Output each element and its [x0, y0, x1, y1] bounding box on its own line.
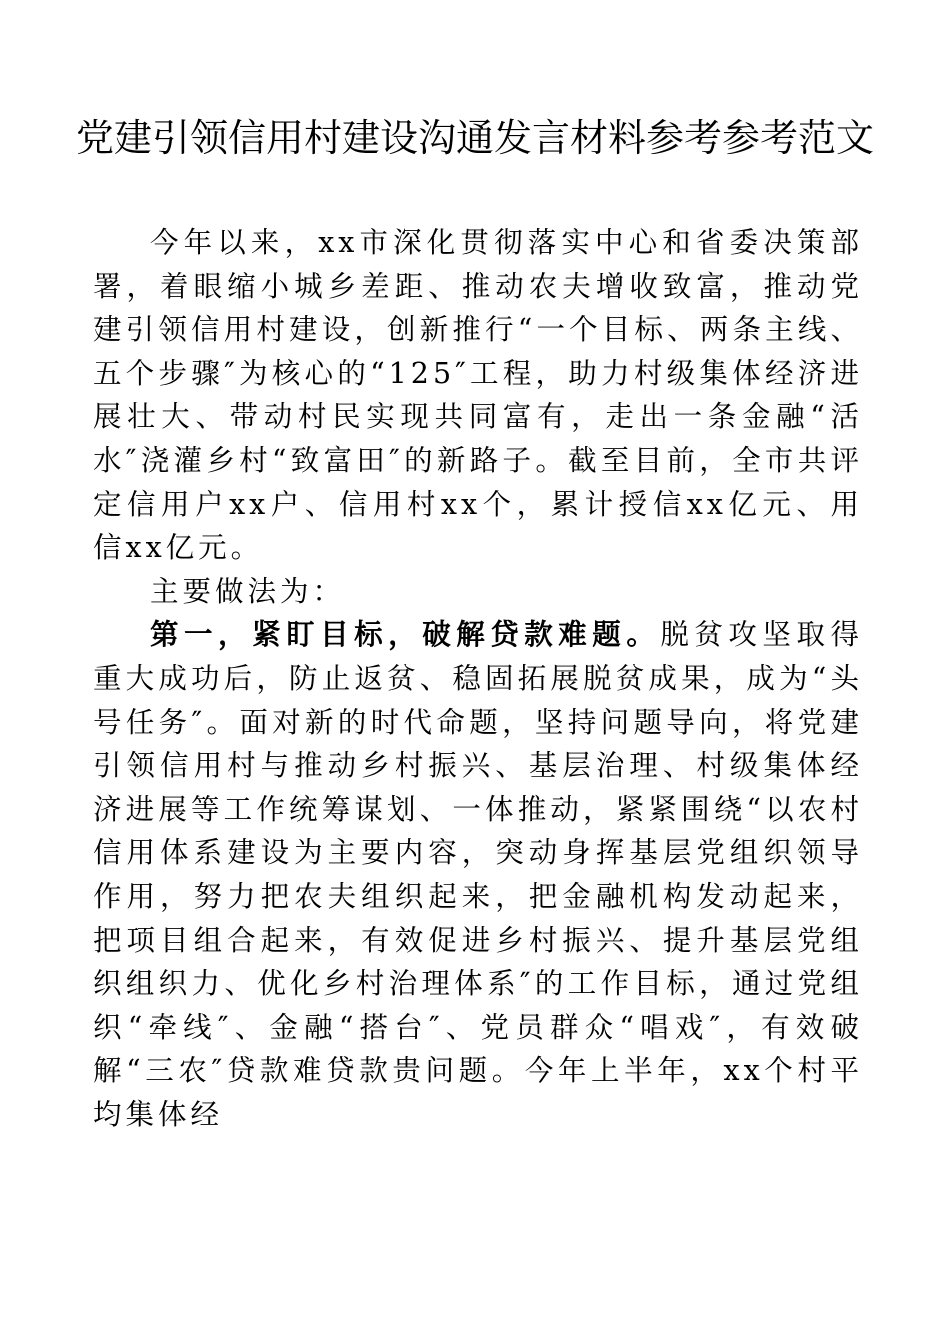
paragraph-text: 脱贫攻坚取得重大成功后，防止返贫、稳固拓展脱贫成果，成为“头号任务″。面对新的时代命题，坚持问题导向，将党建引领信用村与推动乡村振兴、基层治理、村级集体经济进展等工作统筹谋划、一体推动，紧紧围绕“以农村信用体系建设为主要内容，突动身挥基层党组织领导作用，努力把农夫组织起来，把金融机构发动起来，把项目组合起来，有效促进乡村振兴、提升基层党组织组织力、优化乡村治理体系″的工作目标，通过党组织“牵线″、金融“搭台″、党员群众“唱戏″，有效破解“三农″贷款难贷款贵问题。今年上半年，xx个村平均集体经 [93, 618, 863, 1131]
document-body [93, 221, 863, 1136]
paragraph-lead: 第一，紧盯目标，破解贷款难题。 [150, 617, 661, 652]
paragraph-text: 主要做法为： [150, 574, 346, 608]
paragraph-methods-heading [93, 570, 863, 614]
paragraph-first-point [93, 613, 863, 1136]
document-title: 党建引领信用村建设沟通发言材料参考参考范文 [75, 116, 874, 160]
paragraph-intro [93, 221, 863, 570]
paragraph-text: 今年以来，xx市深化贯彻落实中心和省委决策部署，着眼缩小城乡差距、推动农夫增收致富，推动党建引领信用村建设，创新推行“一个目标、两条主线、五个步骤″为核心的“125″工程，助力村级集体经济进展壮大、带动村民实现共同富有，走出一条金融“活水″浇灌乡村“致富田″的新路子。截至目前，全市共评定信用户xx户、信用村xx个，累计授信xx亿元、用信xx亿元。 [93, 226, 863, 565]
